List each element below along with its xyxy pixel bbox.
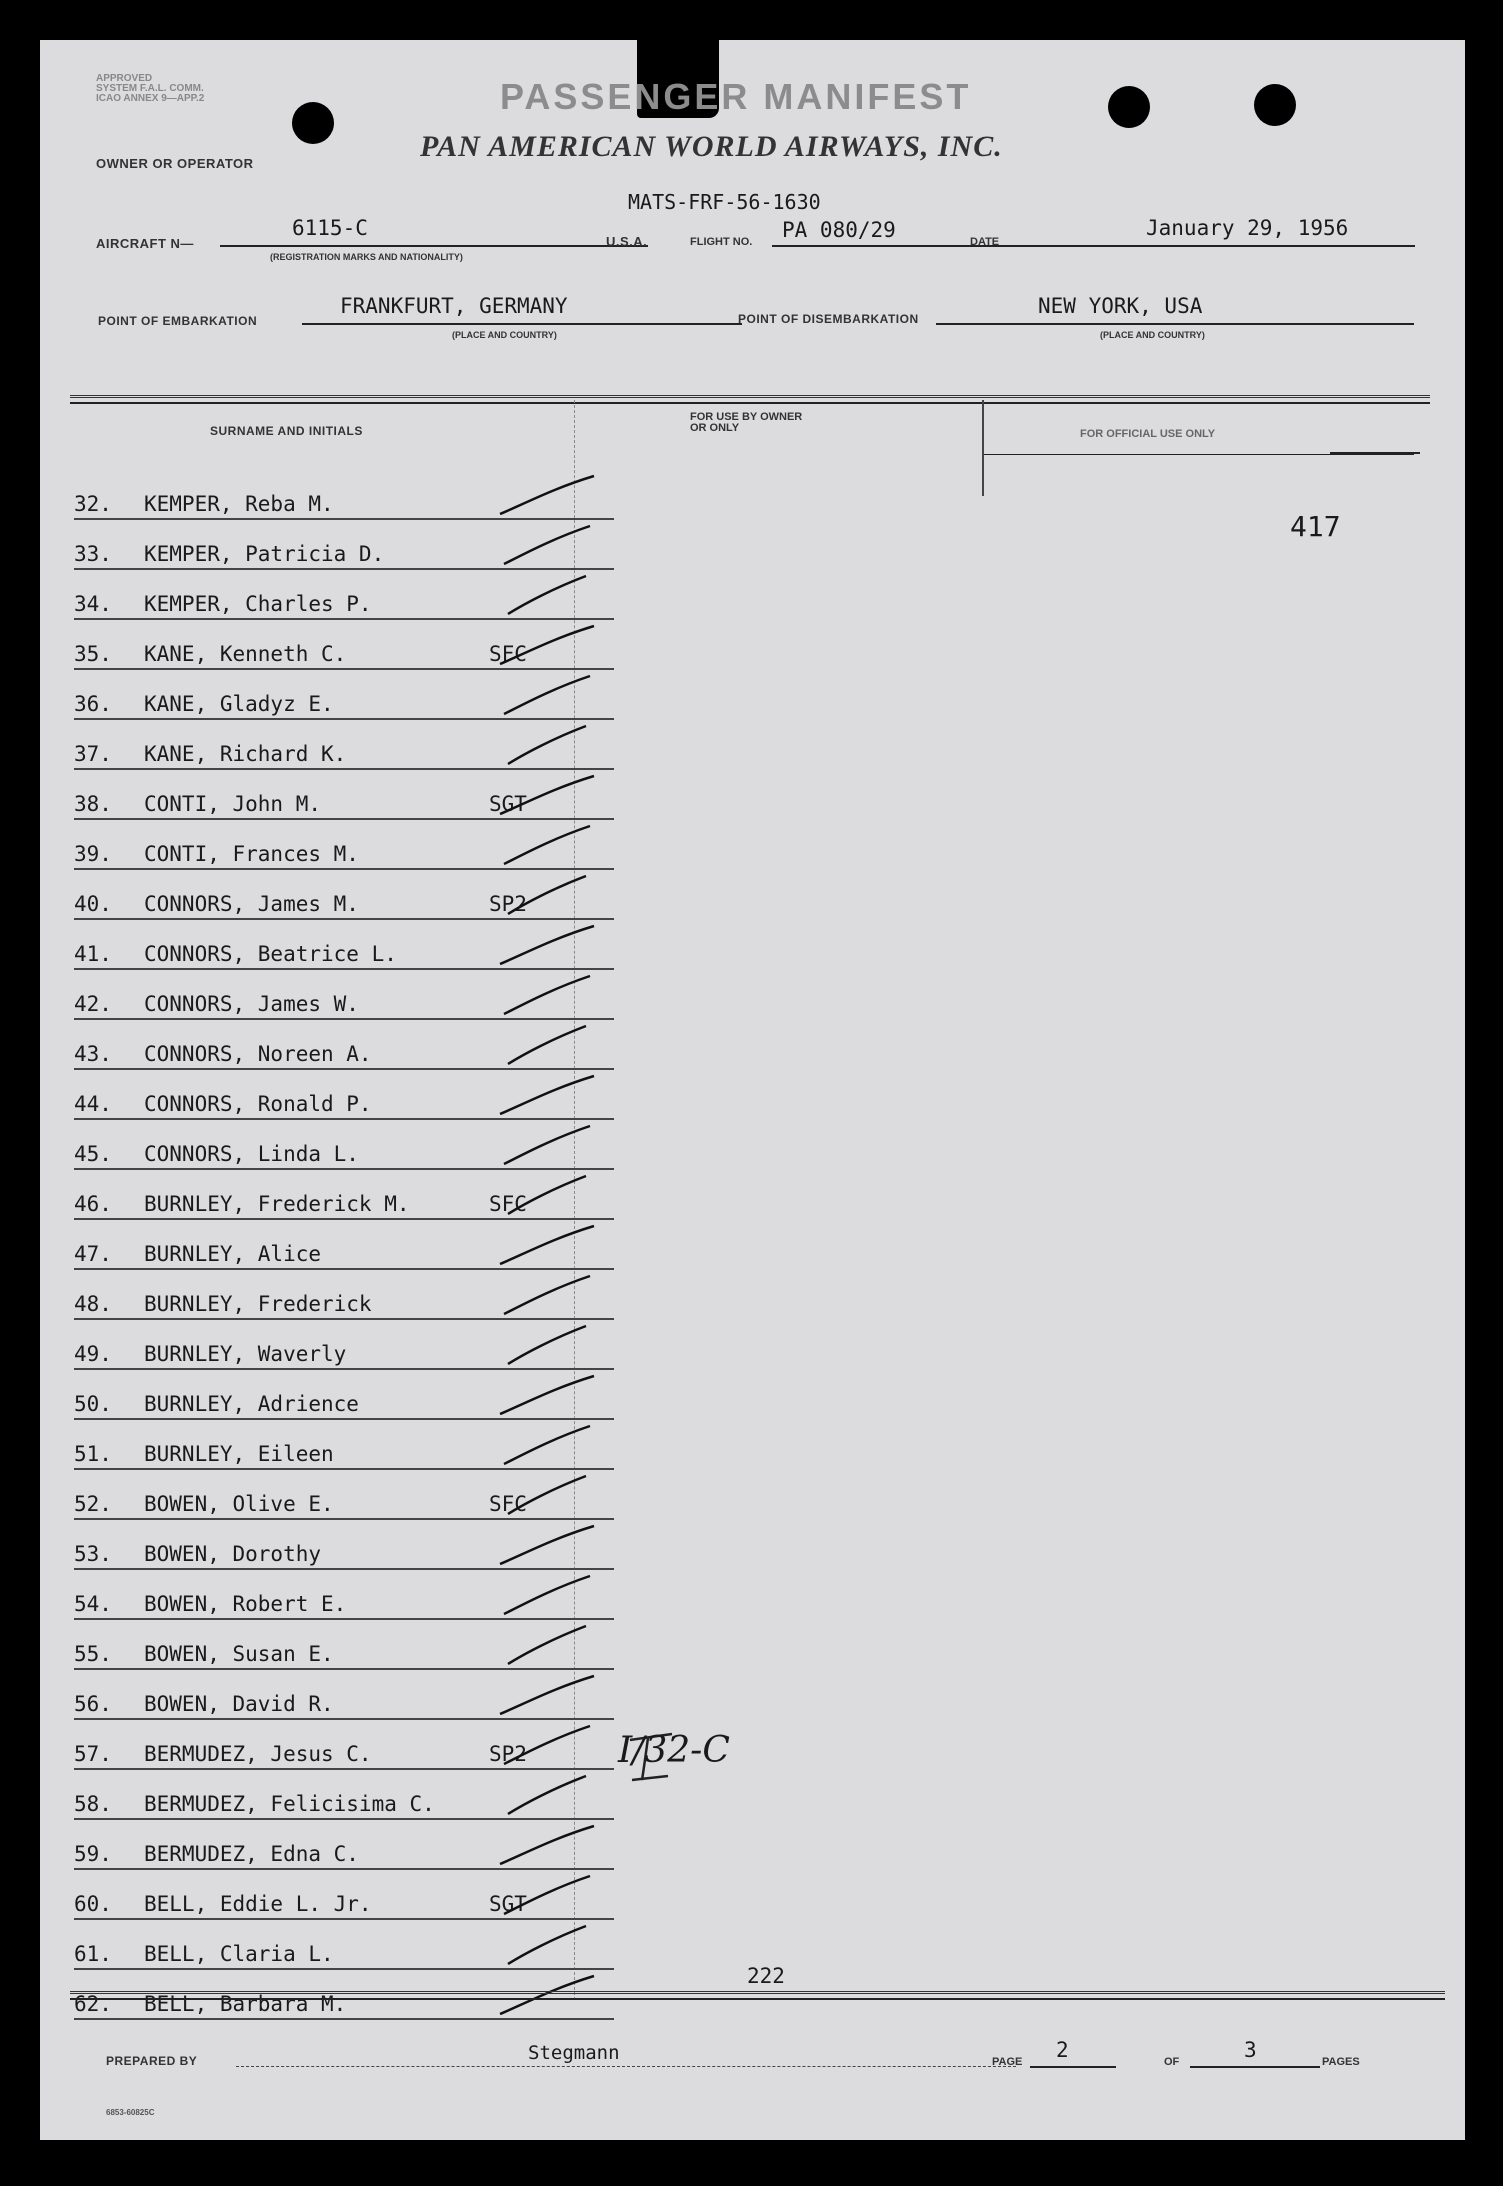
disembark-sub: (PLACE AND COUNTRY) bbox=[1100, 330, 1205, 340]
aircraft-label: AIRCRAFT N— bbox=[96, 236, 194, 251]
checkmark-stroke bbox=[494, 1820, 604, 1870]
passenger-number: 32. bbox=[74, 492, 112, 516]
passenger-row bbox=[74, 1322, 614, 1370]
passenger-row bbox=[74, 1672, 614, 1720]
passenger-name: CONNORS, Ronald P. bbox=[144, 1092, 372, 1116]
passenger-name: CONTI, Frances M. bbox=[144, 842, 359, 866]
passenger-number: 53. bbox=[74, 1542, 112, 1566]
total-pages: 3 bbox=[1244, 2038, 1257, 2062]
passenger-number: 36. bbox=[74, 692, 112, 716]
checkmark-stroke bbox=[494, 1620, 604, 1670]
checkmark-stroke bbox=[494, 1070, 604, 1120]
passenger-number: 60. bbox=[74, 1892, 112, 1916]
passenger-number: 49. bbox=[74, 1342, 112, 1366]
passenger-row bbox=[74, 672, 614, 720]
passenger-name: KEMPER, Patricia D. bbox=[144, 542, 385, 566]
manifest-page bbox=[40, 40, 1465, 2140]
passenger-name: KEMPER, Reba M. bbox=[144, 492, 334, 516]
column-surname: SURNAME AND INITIALS bbox=[210, 424, 363, 438]
flight-value: PA 080/29 bbox=[782, 218, 896, 242]
passenger-name: BURNLEY, Frederick M. bbox=[144, 1192, 410, 1216]
passenger-name: CONNORS, James W. bbox=[144, 992, 359, 1016]
passenger-number: 61. bbox=[74, 1942, 112, 1966]
passenger-row bbox=[74, 1972, 614, 2020]
passenger-name: CONNORS, James M. bbox=[144, 892, 359, 916]
checkmark-stroke bbox=[494, 820, 604, 870]
prepared-label: PREPARED BY bbox=[106, 2054, 198, 2068]
passenger-row bbox=[74, 1422, 614, 1470]
checkmark-stroke bbox=[494, 1520, 604, 1570]
footer-code: 6853-60825C bbox=[106, 2108, 155, 2117]
passenger-rank: SFC bbox=[489, 1492, 527, 1516]
passenger-row bbox=[74, 1172, 614, 1220]
checkmark-stroke bbox=[494, 570, 604, 620]
passenger-name: CONTI, John M. bbox=[144, 792, 322, 816]
passenger-number: 42. bbox=[74, 992, 112, 1016]
passenger-row bbox=[74, 1372, 614, 1420]
checkmark-stroke bbox=[494, 1420, 604, 1470]
passenger-rank: SGT bbox=[489, 1892, 527, 1916]
passenger-name: BOWEN, Susan E. bbox=[144, 1642, 334, 1666]
passenger-number: 54. bbox=[74, 1592, 112, 1616]
passenger-number: 35. bbox=[74, 642, 112, 666]
passenger-row bbox=[74, 1072, 614, 1120]
total-count: 222 bbox=[747, 1964, 785, 1988]
passenger-name: BURNLEY, Frederick bbox=[144, 1292, 372, 1316]
checkmark-stroke bbox=[494, 720, 604, 770]
passenger-number: 33. bbox=[74, 542, 112, 566]
form-title: PASSENGER MANIFEST bbox=[500, 76, 972, 117]
flight-label: FLIGHT NO. bbox=[690, 236, 753, 248]
passenger-number: 43. bbox=[74, 1042, 112, 1066]
airline-name: PAN AMERICAN WORLD AIRWAYS, INC. bbox=[420, 130, 1003, 163]
checkmark-stroke bbox=[494, 1870, 604, 1920]
checkmark-stroke bbox=[494, 1120, 604, 1170]
passenger-name: CONNORS, Linda L. bbox=[144, 1142, 359, 1166]
owner-label: OWNER OR OPERATOR bbox=[96, 156, 254, 171]
checkmark-stroke bbox=[494, 870, 604, 920]
passenger-row bbox=[74, 1522, 614, 1570]
passenger-number: 55. bbox=[74, 1642, 112, 1666]
passenger-number: 34. bbox=[74, 592, 112, 616]
passenger-name: BERMUDEZ, Edna C. bbox=[144, 1842, 359, 1866]
checkmark-stroke bbox=[494, 1320, 604, 1370]
approval-stamp: APPROVED SYSTEM F.A.L. COMM. ICAO ANNEX 9—APP.2 bbox=[96, 73, 205, 104]
checkmark-stroke bbox=[494, 1370, 604, 1420]
disembark-value: NEW YORK, USA bbox=[1038, 294, 1203, 318]
embark-label: POINT OF EMBARKATION bbox=[98, 314, 258, 328]
passenger-name: KANE, Kenneth C. bbox=[144, 642, 347, 666]
passenger-number: 38. bbox=[74, 792, 112, 816]
mats-reference: MATS-FRF-56-1630 bbox=[628, 190, 821, 214]
checkmark-stroke bbox=[494, 770, 604, 820]
passenger-row bbox=[74, 1572, 614, 1620]
checkmark-stroke bbox=[494, 1170, 604, 1220]
passenger-number: 57. bbox=[74, 1742, 112, 1766]
passenger-name: KANE, Richard K. bbox=[144, 742, 347, 766]
passenger-name: BURNLEY, Eileen bbox=[144, 1442, 334, 1466]
punch-hole bbox=[1254, 84, 1296, 126]
passenger-row bbox=[74, 472, 614, 520]
passenger-number: 37. bbox=[74, 742, 112, 766]
passenger-name: BELL, Eddie L. Jr. bbox=[144, 1892, 372, 1916]
passenger-number: 40. bbox=[74, 892, 112, 916]
checkmark-stroke bbox=[494, 1970, 604, 2020]
disembark-label: POINT OF DISEMBARKATION bbox=[738, 312, 919, 326]
passenger-row bbox=[74, 772, 614, 820]
passenger-number: 39. bbox=[74, 842, 112, 866]
passenger-row bbox=[74, 1722, 614, 1770]
passenger-rank: SGT bbox=[489, 792, 527, 816]
passenger-row bbox=[74, 872, 614, 920]
passenger-row bbox=[74, 1472, 614, 1520]
passenger-number: 62. bbox=[74, 1992, 112, 2016]
punch-hole bbox=[1108, 86, 1150, 128]
registration-sub: (REGISTRATION MARKS AND NATIONALITY) bbox=[270, 252, 463, 262]
passenger-row bbox=[74, 1622, 614, 1670]
passenger-row bbox=[74, 522, 614, 570]
passenger-number: 50. bbox=[74, 1392, 112, 1416]
punch-hole bbox=[292, 102, 334, 144]
passenger-number: 56. bbox=[74, 1692, 112, 1716]
passenger-rank: SP2 bbox=[489, 1742, 527, 1766]
passenger-row bbox=[74, 1922, 614, 1970]
passenger-rank: SFC bbox=[489, 1192, 527, 1216]
checkmark-stroke bbox=[494, 970, 604, 1020]
passenger-name: BERMUDEZ, Felicisima C. bbox=[144, 1792, 435, 1816]
passenger-row bbox=[74, 1122, 614, 1170]
passenger-number: 45. bbox=[74, 1142, 112, 1166]
passenger-row bbox=[74, 1022, 614, 1070]
of-label: OF bbox=[1164, 2056, 1180, 2068]
passenger-row bbox=[74, 1872, 614, 1920]
passenger-number: 48. bbox=[74, 1292, 112, 1316]
passenger-number: 44. bbox=[74, 1092, 112, 1116]
passenger-name: BURNLEY, Alice bbox=[144, 1242, 322, 1266]
passenger-name: BOWEN, David R. bbox=[144, 1692, 334, 1716]
passenger-name: BURNLEY, Waverly bbox=[144, 1342, 347, 1366]
column-official: FOR OFFICIAL USE ONLY bbox=[1080, 428, 1216, 440]
embark-sub: (PLACE AND COUNTRY) bbox=[452, 330, 557, 340]
passenger-name: BERMUDEZ, Jesus C. bbox=[144, 1742, 372, 1766]
passenger-name: CONNORS, Beatrice L. bbox=[144, 942, 397, 966]
passenger-name: BELL, Claria L. bbox=[144, 1942, 334, 1966]
pages-label: PAGES bbox=[1322, 2056, 1360, 2068]
passenger-name: BELL, Barbara M. bbox=[144, 1992, 347, 2016]
passenger-row bbox=[74, 722, 614, 770]
passenger-number: 47. bbox=[74, 1242, 112, 1266]
checkmark-stroke bbox=[494, 920, 604, 970]
checkmark-stroke bbox=[494, 620, 604, 670]
date-value: January 29, 1956 bbox=[1146, 216, 1349, 240]
page-label: PAGE bbox=[992, 2056, 1023, 2068]
column-owner: FOR USE BY OWNER OR ONLY bbox=[690, 411, 803, 434]
embark-value: FRANKFURT, GERMANY bbox=[340, 294, 568, 318]
passenger-name: CONNORS, Noreen A. bbox=[144, 1042, 372, 1066]
passenger-row bbox=[74, 822, 614, 870]
checkmark-stroke bbox=[494, 1570, 604, 1620]
aircraft-value: 6115-C bbox=[292, 216, 368, 240]
passenger-rank: SFC bbox=[489, 642, 527, 666]
checkmark-stroke bbox=[494, 1920, 604, 1970]
passenger-name: BOWEN, Robert E. bbox=[144, 1592, 347, 1616]
passenger-name: BURNLEY, Adrience bbox=[144, 1392, 359, 1416]
checkmark-stroke bbox=[494, 1270, 604, 1320]
checkmark-stroke bbox=[494, 470, 604, 520]
passenger-number: 46. bbox=[74, 1192, 112, 1216]
prepared-by: Stegmann bbox=[528, 2042, 620, 2064]
passenger-number: 59. bbox=[74, 1842, 112, 1866]
passenger-name: BOWEN, Dorothy bbox=[144, 1542, 322, 1566]
passenger-number: 41. bbox=[74, 942, 112, 966]
passenger-row bbox=[74, 622, 614, 670]
passenger-name: KANE, Gladyz E. bbox=[144, 692, 334, 716]
checkmark-stroke bbox=[494, 1470, 604, 1520]
passenger-row bbox=[74, 922, 614, 970]
passenger-row bbox=[74, 1222, 614, 1270]
usa-label: U.S.A. bbox=[606, 234, 648, 249]
checkmark-stroke bbox=[494, 520, 604, 570]
page-number: 2 bbox=[1056, 2038, 1069, 2062]
passenger-number: 58. bbox=[74, 1792, 112, 1816]
passenger-row bbox=[74, 572, 614, 620]
checkmark-stroke bbox=[494, 1020, 604, 1070]
passenger-rank: SP2 bbox=[489, 892, 527, 916]
checkmark-stroke bbox=[494, 670, 604, 720]
passenger-row bbox=[74, 1272, 614, 1320]
passenger-row bbox=[74, 1822, 614, 1870]
passenger-name: KEMPER, Charles P. bbox=[144, 592, 372, 616]
passenger-row bbox=[74, 1772, 614, 1820]
passenger-row bbox=[74, 972, 614, 1020]
passenger-number: 52. bbox=[74, 1492, 112, 1516]
date-label: DATE bbox=[970, 236, 1000, 248]
checkmark-stroke bbox=[494, 1670, 604, 1720]
checkmark-stroke bbox=[494, 1770, 604, 1820]
checkmark-stroke bbox=[494, 1220, 604, 1270]
checkmark-stroke bbox=[494, 1720, 604, 1770]
passenger-number: 51. bbox=[74, 1442, 112, 1466]
handwritten-note: I/32-C bbox=[618, 1730, 730, 1771]
passenger-name: BOWEN, Olive E. bbox=[144, 1492, 334, 1516]
official-number: 417 bbox=[1290, 510, 1341, 543]
